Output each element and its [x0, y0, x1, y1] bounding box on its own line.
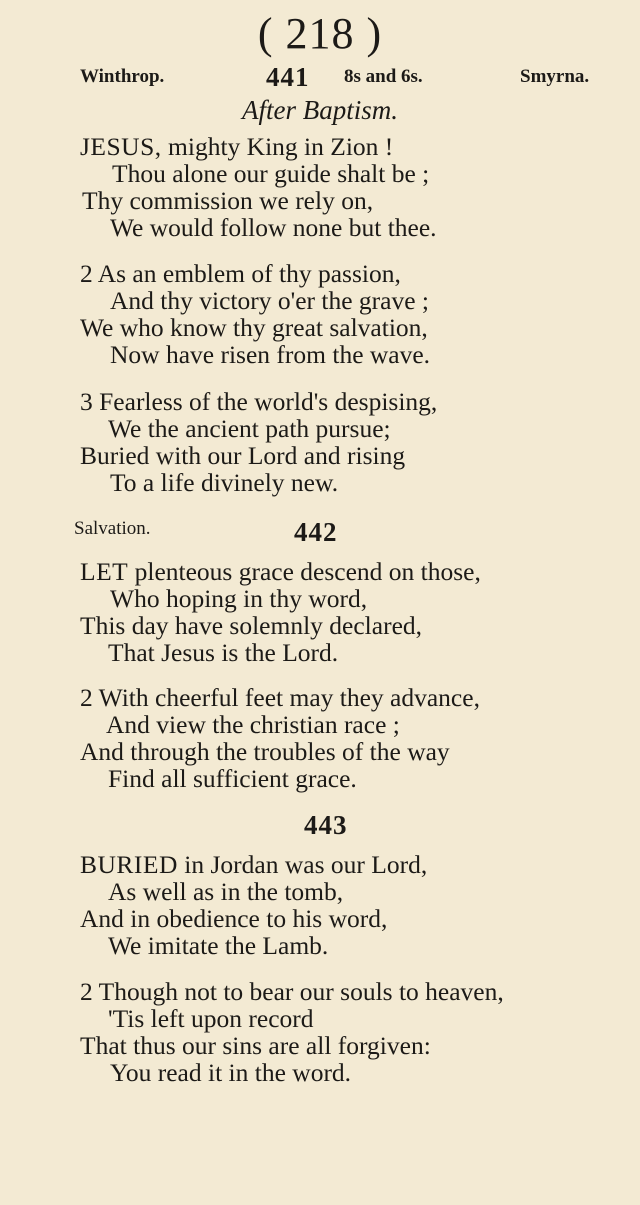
page-number: ( 218 )	[257, 9, 383, 58]
stanza-1-line-1	[80, 133, 393, 160]
stanza-2-line-3: That thus our sins are all forgiven:	[80, 1031, 431, 1060]
line-text: mighty King in Zion !	[168, 132, 394, 161]
stanza-2-line-3: We who know thy great salvation,	[80, 313, 428, 342]
stanza-3-line-3: Buried with our Lord and rising	[80, 441, 406, 470]
stanza-1-line-2: As well as in the tomb,	[108, 877, 344, 906]
first-word: JESUS,	[80, 132, 162, 161]
stanza-3-line-2: We the ancient path pursue;	[108, 414, 391, 443]
hymn-meter: 8s and 6s.	[344, 66, 423, 87]
stanza-2-line-2: And view the christian race ;	[106, 710, 400, 739]
stanza-2-line-4: Now have risen from the wave.	[110, 340, 431, 369]
stanza-2-line-4: You read it in the word.	[110, 1058, 352, 1087]
stanza-3-line-4: To a life divinely new.	[110, 468, 339, 497]
stanza-1-line-3: This day have solemnly declared,	[80, 611, 423, 640]
tune-name-left: Winthrop.	[80, 66, 165, 87]
hymn-title: After Baptism.	[242, 95, 398, 125]
stanza-1-line-2: Thou alone our guide shalt be ;	[112, 159, 430, 188]
hymn-number: 441	[266, 62, 310, 92]
stanza-1-line-4: We would follow none but thee.	[110, 213, 437, 242]
hymn-number: 442	[294, 517, 338, 547]
line-text: in Jordan was our Lord,	[184, 850, 428, 879]
stanza-1-line-4: That Jesus is the Lord.	[108, 638, 339, 667]
stanza-2-line-2: 'Tis left upon record	[108, 1004, 314, 1033]
stanza-1-line-3: Thy commission we rely on,	[82, 186, 374, 215]
line-text: plenteous grace descend on those,	[134, 557, 481, 586]
tune-name-right: Smyrna.	[520, 66, 590, 87]
stanza-1-line-1	[80, 558, 481, 585]
stanza-1-line-2: Who hoping in thy word,	[110, 584, 368, 613]
hymn-number: 443	[304, 810, 348, 840]
stanza-2-line-2: And thy victory o'er the grave ;	[110, 286, 429, 315]
stanza-1-line-4: We imitate the Lamb.	[108, 931, 329, 960]
stanza-1-line-1	[80, 851, 427, 878]
stanza-2-line-1: 2 As an emblem of thy passion,	[80, 259, 401, 288]
stanza-2-line-3: And through the troubles of the way	[80, 737, 450, 766]
stanza-2-line-4: Find all sufficient grace.	[108, 764, 357, 793]
stanza-2-line-1: 2 Though not to bear our souls to heaven,	[80, 977, 504, 1006]
stanza-3-line-1: 3 Fearless of the world's despising,	[80, 387, 438, 416]
tune-name-left: Salvation.	[74, 518, 151, 539]
stanza-1-line-3: And in obedience to his word,	[80, 904, 388, 933]
first-word: LET	[80, 557, 129, 586]
stanza-2-line-1: 2 With cheerful feet may they advance,	[80, 683, 480, 712]
first-word: BURIED	[80, 850, 178, 879]
